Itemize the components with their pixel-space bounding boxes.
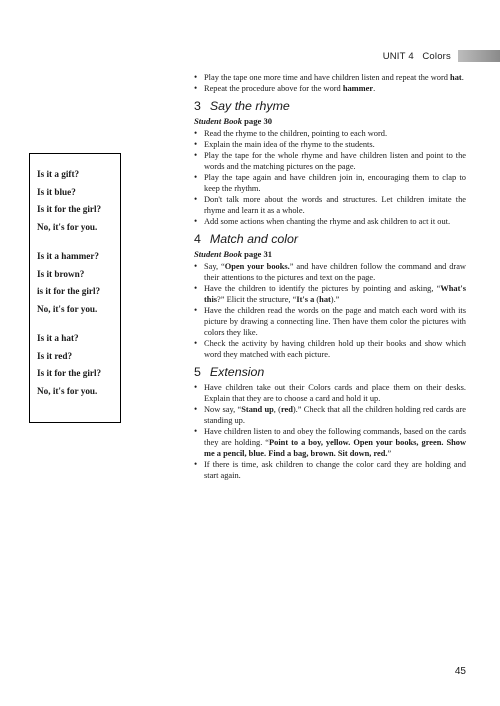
bold-text: It's a	[296, 295, 315, 304]
text: Now say, “	[204, 405, 242, 414]
section-title: Say the rhyme	[209, 99, 290, 113]
section4-list	[194, 261, 466, 360]
bullet-item	[194, 83, 466, 94]
running-header	[383, 49, 500, 63]
bold-text: hat	[450, 73, 462, 82]
section-heading	[194, 234, 466, 245]
header-text	[383, 51, 451, 62]
text: ”	[387, 449, 392, 458]
bullet-item: • Have the children read the words on the page and match each word with its picture by drawing a connecting line. Then have them color the pictures with colors they like.	[194, 305, 466, 338]
header-title: Colors	[422, 50, 451, 62]
rhyme-line: is it for the girl?	[37, 286, 101, 296]
rhyme-line: No, it's for you.	[37, 221, 98, 232]
rhyme-line: Is it brown?	[37, 268, 85, 279]
bullet-item: • If there is time, ask children to change the color card they are holding and start again.	[194, 459, 466, 481]
rhyme-line: Is it blue?	[37, 186, 76, 197]
text: Have children listen to and obey the following commands, based on the cards they are holding. “	[204, 427, 466, 447]
text: Play the tape one more time and have children listen and repeat the word	[204, 73, 451, 82]
rhyme-line: Is it for the girl?	[37, 204, 102, 214]
rhyme-line: Is it for the girl?	[37, 368, 102, 378]
header-tab-bar	[458, 50, 500, 62]
rhyme-box	[29, 153, 121, 423]
bullet-item: • Add some actions when chanting the rhyme and ask children to act it out.	[194, 216, 466, 227]
intro-list	[194, 72, 466, 94]
bold-text: hat	[319, 295, 331, 304]
header-unit: UNIT 4	[382, 50, 414, 62]
rhyme-line: Is it a hammer?	[37, 251, 100, 261]
rhyme-line: No, it's for you.	[37, 385, 98, 396]
section-number: 4	[194, 232, 201, 246]
bullet-item: • Play the tape for the whole rhyme and have children listen and point to the words and the matching pictures on the page.	[194, 150, 466, 172]
bold-text: Open your books.	[224, 262, 290, 271]
text: Repeat the procedure above for the word	[204, 84, 343, 93]
page-number: 45	[454, 666, 466, 677]
bullet-item: • Play the tape again and have children join in, encouraging them to clap to keep the rhythm.	[194, 172, 466, 194]
text: (	[314, 295, 320, 304]
rhyme-line: Is it a hat?	[37, 333, 79, 343]
section-heading	[194, 367, 466, 378]
sb-label: Student Book	[194, 116, 242, 126]
bullet-item	[194, 404, 466, 426]
section-title: Extension	[209, 365, 265, 379]
bold-text: hammer	[342, 84, 374, 93]
bullet-item	[194, 426, 466, 459]
rhyme-line: Is it red?	[37, 350, 73, 361]
rhyme-line: No, it's for you.	[37, 303, 98, 314]
bullet-item	[194, 261, 466, 283]
bullet-item: • Have children take out their Colors cards and place them on their desks. Explain that they are to choose a card and hold it up.	[194, 382, 466, 404]
bullet-item: • Explain the main idea of the rhyme to the students.	[194, 139, 466, 150]
bullet-item: • Read the rhyme to the children, pointing to each word.	[194, 128, 466, 139]
rhyme-line: Is it a gift?	[37, 169, 80, 179]
sb-page: page 31	[244, 249, 273, 259]
bullet-item: • Check the activity by having children hold up their books and show which word they matched with each picture.	[194, 338, 466, 360]
section5-list	[194, 382, 466, 481]
bullet-item: • Don't talk more about the words and structures. Let children imitate the rhyme and learn it as a whole.	[194, 194, 466, 216]
bold-text: red	[280, 405, 293, 414]
section-title: Match and color	[209, 232, 299, 246]
text: ).”	[330, 295, 340, 304]
sb-label: Student Book	[194, 249, 242, 259]
text: , (	[273, 405, 281, 414]
main-column	[194, 72, 466, 481]
text: ?” Elicit the structure, “	[217, 295, 297, 304]
text: .	[373, 84, 376, 93]
student-book-ref	[194, 249, 466, 260]
sb-page: page 30	[244, 116, 273, 126]
text: ” and have children follow the command and draw their attentions to the pictures and text on the page.	[204, 262, 466, 282]
bullet-item	[194, 72, 466, 83]
bold-text: Stand up	[241, 405, 274, 414]
rhyme-stanza	[37, 248, 120, 318]
section3-list	[194, 128, 466, 227]
student-book-ref	[194, 116, 466, 127]
text: Say, “	[204, 262, 225, 271]
text: .	[461, 73, 464, 82]
rhyme-stanza	[37, 330, 120, 400]
text: Have the children to identify the pictures by pointing and asking, “	[204, 284, 441, 293]
section-number: 3	[194, 99, 201, 113]
section-heading	[194, 101, 466, 112]
bullet-item	[194, 283, 466, 305]
text: ).” Check that all the children holding red cards are standing up.	[204, 405, 467, 425]
bold-text: Point to a boy, yellow. Open your books, green. Show me a pencil, blue. Find a bag, brown. Sit down, red.	[204, 438, 466, 458]
section-number: 5	[194, 365, 201, 379]
bold-text: What's this	[204, 284, 466, 304]
rhyme-stanza	[37, 166, 120, 236]
